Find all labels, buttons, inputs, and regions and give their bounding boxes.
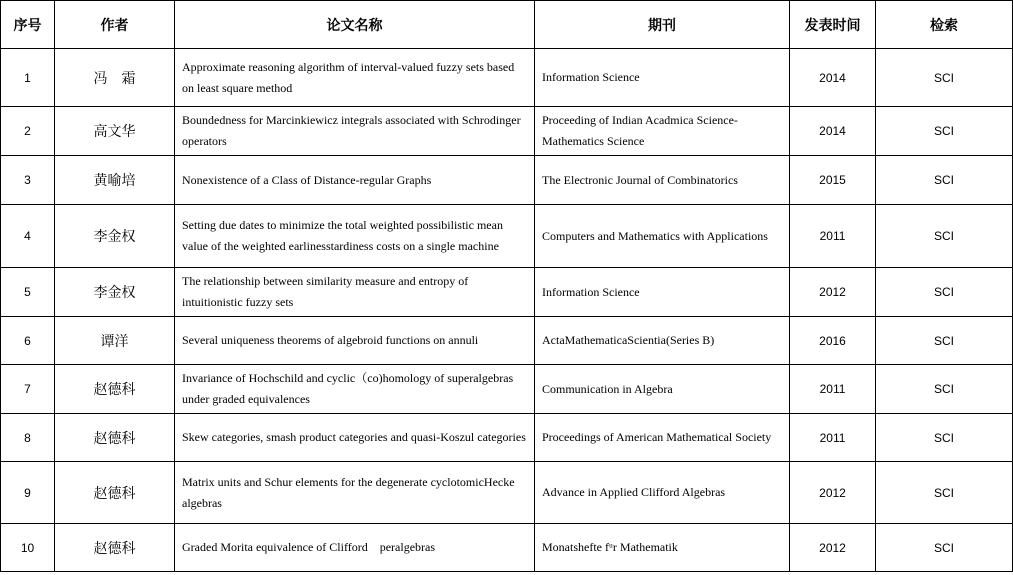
- row-title: Setting due dates to minimize the total weighted possibilistic mean value of the weighted earlinesstardiness costs on a single machine: [175, 205, 535, 268]
- header-row: [1, 1, 1013, 49]
- row-author: 冯 霜: [55, 49, 175, 107]
- row-db: SCI: [876, 365, 1013, 414]
- table-row: [1, 107, 1013, 156]
- row-year: 2016: [790, 317, 876, 365]
- row-year: 2014: [790, 49, 876, 107]
- table-row: [1, 365, 1013, 414]
- table-row: [1, 156, 1013, 205]
- row-index: 2: [1, 107, 55, 156]
- row-year: 2011: [790, 414, 876, 462]
- row-title: Nonexistence of a Class of Distance-regular Graphs: [175, 156, 535, 205]
- row-title: Several uniqueness theorems of algebroid functions on annuli: [175, 317, 535, 365]
- row-journal: Monatshefte fᵘr Mathematik: [535, 524, 790, 572]
- row-journal: The Electronic Journal of Combinatorics: [535, 156, 790, 205]
- row-db: SCI: [876, 107, 1013, 156]
- row-author: 谭洋: [55, 317, 175, 365]
- row-author: 高文华: [55, 107, 175, 156]
- row-journal: Information Science: [535, 268, 790, 317]
- row-journal: Information Science: [535, 49, 790, 107]
- row-author: 李金权: [55, 268, 175, 317]
- row-index: 5: [1, 268, 55, 317]
- row-db: SCI: [876, 462, 1013, 524]
- table-row: [1, 462, 1013, 524]
- row-year: 2012: [790, 524, 876, 572]
- row-author: 黄喻培: [55, 156, 175, 205]
- row-journal: Advance in Applied Clifford Algebras: [535, 462, 790, 524]
- row-journal: Proceedings of American Mathematical Society: [535, 414, 790, 462]
- header-journal: 期刊: [535, 1, 790, 49]
- row-author: 李金权: [55, 205, 175, 268]
- row-year: 2012: [790, 462, 876, 524]
- row-title: Matrix units and Schur elements for the degenerate cyclotomicHecke algebras: [175, 462, 535, 524]
- table-row: [1, 524, 1013, 572]
- row-db: SCI: [876, 156, 1013, 205]
- header-year: 发表时间: [790, 1, 876, 49]
- header-index: 序号: [1, 1, 55, 49]
- row-year: 2015: [790, 156, 876, 205]
- row-db: SCI: [876, 49, 1013, 107]
- row-author: 赵德科: [55, 414, 175, 462]
- row-db: SCI: [876, 205, 1013, 268]
- row-title: Graded Morita equivalence of Clifford peralgebras: [175, 524, 535, 572]
- row-db: SCI: [876, 317, 1013, 365]
- row-author: 赵德科: [55, 365, 175, 414]
- row-author: 赵德科: [55, 462, 175, 524]
- table-row: [1, 268, 1013, 317]
- row-year: 2011: [790, 205, 876, 268]
- row-year: 2014: [790, 107, 876, 156]
- row-db: SCI: [876, 524, 1013, 572]
- row-year: 2012: [790, 268, 876, 317]
- header-author: 作者: [55, 1, 175, 49]
- header-index-db: 检索: [876, 1, 1013, 49]
- row-journal: Proceeding of Indian Acadmica Science-Mathematics Science: [535, 107, 790, 156]
- row-index: 8: [1, 414, 55, 462]
- table-row: [1, 317, 1013, 365]
- row-db: SCI: [876, 414, 1013, 462]
- row-index: 7: [1, 365, 55, 414]
- table-row: [1, 414, 1013, 462]
- row-index: 3: [1, 156, 55, 205]
- row-journal: ActaMathematicaScientia(Series B): [535, 317, 790, 365]
- table-row: [1, 205, 1013, 268]
- row-index: 1: [1, 49, 55, 107]
- row-index: 9: [1, 462, 55, 524]
- row-journal: Communication in Algebra: [535, 365, 790, 414]
- row-title: Approximate reasoning algorithm of interval-valued fuzzy sets based on least square method: [175, 49, 535, 107]
- row-index: 6: [1, 317, 55, 365]
- table-row: [1, 49, 1013, 107]
- row-index: 10: [1, 524, 55, 572]
- row-year: 2011: [790, 365, 876, 414]
- row-index: 4: [1, 205, 55, 268]
- row-title: Boundedness for Marcinkiewicz integrals associated with Schrodinger operators: [175, 107, 535, 156]
- header-title: 论文名称: [175, 1, 535, 49]
- row-title: Invariance of Hochschild and cyclic（co)homology of superalgebras under graded equivalences: [175, 365, 535, 414]
- row-author: 赵德科: [55, 524, 175, 572]
- row-title: Skew categories, smash product categories and quasi-Koszul categories: [175, 414, 535, 462]
- row-title: The relationship between similarity measure and entropy of intuitionistic fuzzy sets: [175, 268, 535, 317]
- row-journal: Computers and Mathematics with Applications: [535, 205, 790, 268]
- row-db: SCI: [876, 268, 1013, 317]
